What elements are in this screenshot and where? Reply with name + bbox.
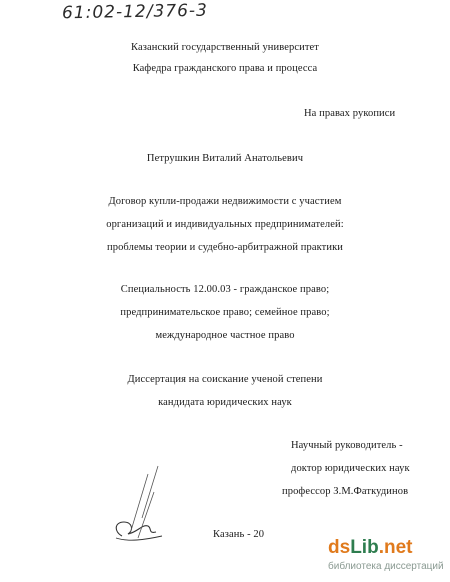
degree-line: кандидата юридических наук [158, 397, 292, 408]
specialty-line: предпринимательское право; семейное право; [120, 307, 330, 318]
logo-net: .net [378, 537, 413, 558]
supervisor-line: доктор юридических наук [291, 463, 410, 474]
title-line: организаций и индивидуальных предпринимателей: [106, 219, 344, 230]
supervisor-line: Научный руководитель - [291, 440, 403, 451]
archive-code-handwritten: 61:02-12/376-3 [61, 0, 209, 24]
watermark-tagline: библиотека диссертаций [328, 561, 444, 572]
signature-icon [108, 462, 166, 547]
dslib-logo [328, 537, 412, 559]
logo-lib: Lib [350, 537, 379, 558]
title-line: Договор купли-продажи недвижимости с участием [108, 196, 342, 207]
place-year: Казань - 20 [213, 529, 265, 540]
supervisor-line: профессор З.М.Фаткудинов [282, 486, 409, 497]
specialty-line: международное частное право [155, 330, 295, 341]
specialty-line: Специальность 12.00.03 - гражданское право; [120, 284, 330, 295]
department-name: Кафедра гражданского права и процесса [132, 63, 318, 74]
manuscript-note: На правах рукописи [304, 108, 396, 119]
degree-line: Диссертация на соискание ученой степени [127, 374, 323, 385]
title-line: проблемы теории и судебно-арбитражной практики [107, 242, 343, 253]
author-name: Петрушкин Виталий Анатольевич [146, 153, 304, 164]
university-name: Казанский государственный университет [131, 42, 319, 53]
logo-ds: ds [328, 537, 351, 558]
dslib-watermark [328, 537, 444, 577]
